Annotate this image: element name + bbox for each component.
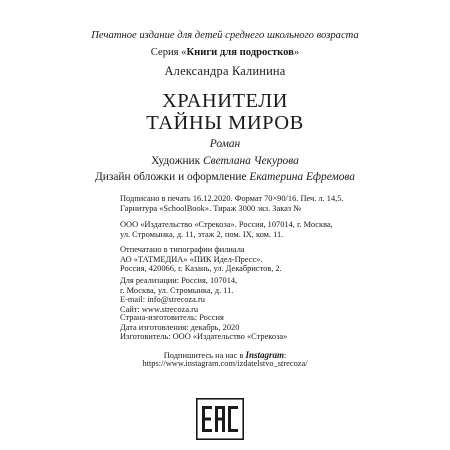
series-name: Книги для подростков — [186, 47, 294, 58]
series-prefix: Серия « — [150, 47, 187, 58]
artist-credit — [0, 155, 450, 167]
print-info-block — [120, 194, 420, 213]
origin-line: Страна-изготовитель: Россия — [120, 313, 224, 322]
publisher-line: ул. Стромынка, д. 11, этаж 2, пом. IX, ком. 11. — [120, 229, 284, 239]
publisher-block — [120, 220, 420, 239]
printer-line: Отпечатано в типографии филиала — [120, 245, 245, 254]
cover-role: Дизайн обложки и оформление — [94, 171, 247, 183]
social-colon: : — [283, 351, 287, 360]
eac-mark-icon — [196, 398, 244, 440]
printer-line: АО «ТАТМЕДИА» «ПИК Идел-Пресс». — [120, 254, 263, 264]
sales-line: г. Москва, ул. Стромынка, д. 11. — [120, 285, 234, 295]
publisher-line: ООО «Издательство «Стрекоза». Россия, 107014, г. Москва, — [120, 220, 333, 229]
eac-letter-e — [202, 406, 212, 432]
sales-line: Для реализации: Россия, 107014, — [120, 276, 238, 285]
author-name: Александра Калинина — [164, 64, 286, 78]
printer-line: Россия, 420066, г. Казань, ул. Декабристов, 2. — [120, 264, 282, 274]
instagram-link[interactable]: https://www.instagram.com/izdatelstvo_strecoza/ — [142, 359, 308, 368]
origin-line: Изготовитель: ООО «Издательство «Стрекоза» — [120, 332, 288, 342]
eac-letter-c — [228, 406, 238, 432]
cover-credit — [0, 171, 450, 183]
print-info-line: Подписано в печать 16.12.2020. Формат 70×90/16. Печ. л. 14,5. — [120, 194, 344, 203]
sales-email: E-mail: info@strecoza.ru — [120, 295, 205, 305]
series-suffix: » — [293, 47, 300, 58]
cover-name: Екатерина Ефремова — [249, 171, 355, 183]
sales-block — [120, 276, 420, 314]
printer-block — [120, 245, 420, 274]
title-line-1: ХРАНИТЕЛИ — [162, 90, 288, 112]
origin-block — [120, 313, 420, 342]
title-line-2: ТАЙНЫ МИРОВ — [146, 112, 304, 134]
book-title — [0, 90, 450, 134]
print-info-line: Гарнитура «SchoolBook». Тираж 3000 экз. Заказ № — [120, 203, 302, 213]
sales-site: Сайт: www.strecoza.ru — [120, 304, 199, 314]
instagram-wordmark: Instagram — [245, 350, 284, 360]
eac-letter-a — [215, 406, 225, 432]
artist-name: Светлана Чекурова — [203, 155, 299, 167]
series-line — [0, 47, 450, 58]
origin-line: Дата изготовления: декабрь, 2020 — [120, 322, 240, 332]
social-label: Подпишитесь на нас в — [163, 351, 244, 360]
genre-label: Роман — [209, 138, 241, 150]
artist-role: Художник — [151, 155, 201, 167]
edition-note: Печатное издание для детей среднего школьного возраста — [91, 30, 359, 41]
